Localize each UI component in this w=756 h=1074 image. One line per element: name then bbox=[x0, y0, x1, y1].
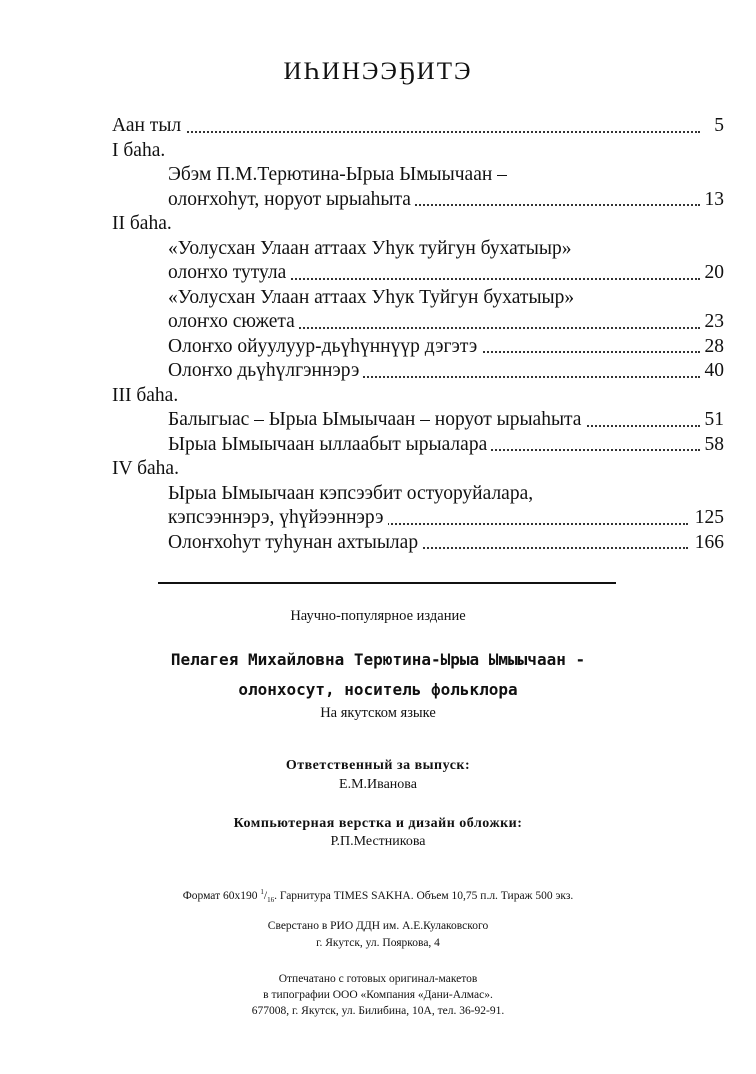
toc-entry bbox=[168, 261, 724, 286]
toc-entry bbox=[168, 310, 724, 335]
toc-entry-text: Ырыа Ымыычаан ыллаабыт ырыалара bbox=[168, 434, 491, 455]
toc-entry bbox=[168, 335, 724, 360]
toc-entry bbox=[112, 212, 724, 237]
toc-entry bbox=[112, 457, 724, 482]
toc-entry-page: 23 bbox=[701, 310, 725, 335]
setup-line-1: Сверстано в РИО ДДН им. А.Е.Кулаковского bbox=[267, 920, 489, 932]
toc-entry-page: 166 bbox=[691, 531, 724, 556]
toc-entry bbox=[112, 114, 724, 139]
toc-entry-text: IV баһа. bbox=[112, 458, 183, 479]
toc-entry-text: Олоҥхо ойуулуур-дьүһүннүүр дэгэтэ bbox=[168, 336, 481, 357]
toc-entry-page: 28 bbox=[701, 335, 725, 360]
language-note: На якутском языке bbox=[320, 705, 436, 721]
toc-entry bbox=[112, 384, 724, 409]
toc-entry bbox=[168, 408, 724, 433]
format-prefix: Формат 60х190 bbox=[182, 889, 258, 902]
toc-entry-text: Аан тыл bbox=[112, 115, 185, 136]
toc-entry-text: Олоҥхоһут туһунан ахтыылар bbox=[168, 532, 422, 553]
horizontal-divider bbox=[158, 582, 616, 584]
page-title: ИҺИНЭЭҔИТЭ bbox=[283, 58, 473, 85]
format-line: Формат 60х190 $^1/_{16}$. Гарнитура TIMES SAKHA. Объем 10,75 п.л. Тираж 500 экз. bbox=[182, 888, 574, 905]
toc-entry bbox=[168, 482, 724, 507]
design-name: Р.П.Местникова bbox=[330, 834, 426, 849]
responsible-heading: Ответственный за выпуск: bbox=[285, 758, 471, 773]
edition-type: Научно-популярное издание bbox=[290, 608, 466, 624]
toc-entry bbox=[168, 188, 724, 213]
print-line-2: в типографии ООО «Компания «Дани-Алмас». bbox=[263, 989, 493, 1001]
table-of-contents bbox=[112, 114, 724, 555]
setup-line-2: г. Якутск, ул. Пояркова, 4 bbox=[316, 937, 440, 949]
toc-entry-text: «Уолусхан Улаан аттаах Уһук туйгун бухатыыр» bbox=[168, 238, 575, 259]
book-title-line-1: Пелагея Михайловна Терютина-Ырыа Ымыычаан - bbox=[170, 650, 586, 669]
toc-entry-text: олоҥхо сюжета bbox=[168, 311, 299, 332]
toc-entry bbox=[168, 286, 724, 311]
toc-entry-text: I баһа. bbox=[112, 140, 169, 161]
book-title-line-2: олонхосут, носитель фольклора bbox=[238, 680, 518, 699]
toc-entry-text: II баһа. bbox=[112, 213, 176, 234]
format-sub: 16 bbox=[267, 896, 275, 905]
format-rest: . Гарнитура TIMES SAKHA. Объем 10,75 п.л. Тираж 500 экз. bbox=[274, 889, 574, 902]
toc-entry-text: Олоҥхо дьүһүлгэннэрэ bbox=[168, 360, 363, 381]
toc-entry-text: «Уолусхан Улаан аттаах Уһук Туйгун бухатыыр» bbox=[168, 287, 578, 308]
toc-entry-text: кэпсээннэрэ, үһүйээннэрэ bbox=[168, 507, 388, 528]
toc-entry bbox=[112, 139, 724, 164]
toc-entry-text: Ырыа Ымыычаан кэпсээбит остуоруйалара, bbox=[168, 483, 537, 504]
toc-entry bbox=[168, 163, 724, 188]
toc-entry-text: олоҥхо тутула bbox=[168, 262, 290, 283]
print-line-1: Отпечатано с готовых оригинал-макетов bbox=[278, 973, 478, 985]
toc-entry bbox=[168, 433, 724, 458]
toc-entry-page: 40 bbox=[701, 359, 725, 384]
toc-entry-page: 13 bbox=[701, 188, 725, 213]
toc-entry bbox=[168, 506, 724, 531]
toc-entry bbox=[168, 359, 724, 384]
toc-entry-page: 20 bbox=[701, 261, 725, 286]
toc-entry-text: III баһа. bbox=[112, 385, 182, 406]
toc-entry-text: Эбэм П.М.Терютина-Ырыа Ымыычаан – bbox=[168, 164, 511, 185]
toc-entry-text: олоҥхоһут, норуот ырыаһыта bbox=[168, 189, 415, 210]
toc-entry-page: 58 bbox=[701, 433, 725, 458]
toc-entry-page: 5 bbox=[710, 114, 724, 139]
responsible-name: Е.М.Иванова bbox=[339, 777, 417, 792]
toc-entry-text: Балыгыас – Ырыа Ымыычаан – норуот ырыаһыта bbox=[168, 409, 585, 430]
toc-entry-page: 125 bbox=[691, 506, 724, 531]
print-line-3: 677008, г. Якутск, ул. Билибина, 10А, тел. 36-92-91. bbox=[251, 1005, 505, 1017]
toc-entry bbox=[168, 237, 724, 262]
toc-entry bbox=[168, 531, 724, 556]
toc-entry-page: 51 bbox=[701, 408, 725, 433]
format-sup: 1 bbox=[260, 888, 264, 896]
design-heading: Компьютерная верстка и дизайн обложки: bbox=[233, 816, 523, 831]
